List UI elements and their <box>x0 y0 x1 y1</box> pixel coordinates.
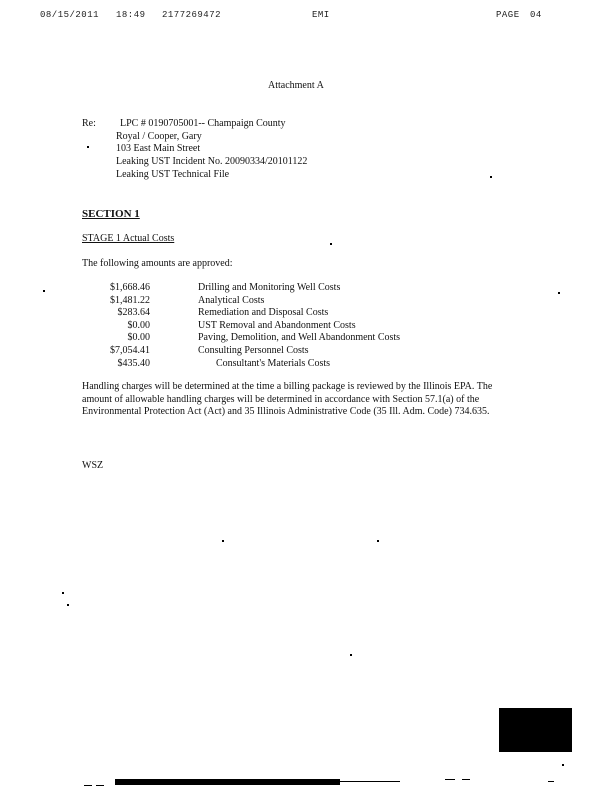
cost-amount: $1,481.22 <box>110 294 150 306</box>
scan-speck <box>87 146 89 148</box>
re-line: Leaking UST Incident No. 20090334/20101122 <box>116 156 308 168</box>
re-label: Re: <box>82 118 96 129</box>
fax-sender: EMI <box>312 10 330 20</box>
re-line: LPC # 0190705001-- Champaign County <box>120 118 286 129</box>
scan-speck <box>330 243 332 245</box>
scan-speck <box>62 592 64 594</box>
scan-speck <box>43 290 45 292</box>
handling-paragraph: Handling charges will be determined at the time a billing package is reviewed by the Illinois EPA. The amount of allowable handling charges will be determined in accordance with Section 57.1(a) of the Environmental Protection Act (Act) and 35 Illinois Administrative Code (35 Ill. Adm. Code) 734.635. <box>82 381 493 418</box>
cost-amount: $283.64 <box>117 307 150 319</box>
fax-time: 18:49 <box>116 10 146 20</box>
scan-dash <box>462 779 470 780</box>
fax-page-number: 04 <box>530 10 542 20</box>
scan-speck <box>222 540 224 542</box>
re-line: Royal / Cooper, Gary <box>116 130 202 142</box>
cost-description: Consulting Personnel Costs <box>198 344 309 356</box>
cost-amount: $7,054.41 <box>110 344 150 356</box>
scan-dash <box>445 779 455 780</box>
fax-date: 08/15/2011 <box>40 10 100 20</box>
cost-description: UST Removal and Abandonment Costs <box>198 319 356 331</box>
re-line: Leaking UST Technical File <box>116 168 230 180</box>
cost-row <box>96 307 400 320</box>
cost-row <box>96 295 400 308</box>
cost-amount: $435.40 <box>117 357 150 369</box>
cost-row <box>96 320 400 333</box>
intro-text: The following amounts are approved: <box>82 258 233 269</box>
scan-line <box>340 781 400 782</box>
stage-heading: STAGE 1 Actual Costs <box>82 233 175 244</box>
section-heading: SECTION 1 <box>82 208 140 220</box>
attachment-title: Attachment A <box>268 80 324 91</box>
cost-table <box>96 282 400 370</box>
cost-amount: $0.00 <box>127 319 150 331</box>
scan-speck <box>67 604 69 606</box>
cost-description: Consultant's Materials Costs <box>216 357 331 369</box>
cost-description: Remediation and Disposal Costs <box>198 307 329 319</box>
cost-description: Analytical Costs <box>198 294 265 306</box>
scan-dash <box>96 785 104 786</box>
scan-dash <box>548 781 554 782</box>
fax-number: 2177269472 <box>162 10 222 20</box>
cost-row <box>96 282 400 295</box>
cost-row <box>96 332 400 345</box>
cost-row <box>96 345 400 358</box>
scan-speck <box>350 654 352 656</box>
scan-bar <box>115 779 340 785</box>
scan-speck <box>490 176 492 178</box>
re-block <box>116 118 307 182</box>
author-initials: WSZ <box>82 460 104 471</box>
cost-description: Paving, Demolition, and Well Abandonment Costs <box>198 332 401 344</box>
scan-speck <box>377 540 379 542</box>
cost-row <box>96 358 400 371</box>
fax-page-label: PAGE <box>496 10 520 20</box>
cost-description: Drilling and Monitoring Well Costs <box>198 282 341 293</box>
scan-dash <box>84 785 92 786</box>
re-line: 103 East Main Street <box>116 143 201 155</box>
scan-speck <box>558 292 560 294</box>
cost-amount: $1,668.46 <box>110 282 150 293</box>
scan-speck <box>562 764 564 766</box>
redaction-block <box>499 708 572 752</box>
cost-amount: $0.00 <box>127 332 150 344</box>
